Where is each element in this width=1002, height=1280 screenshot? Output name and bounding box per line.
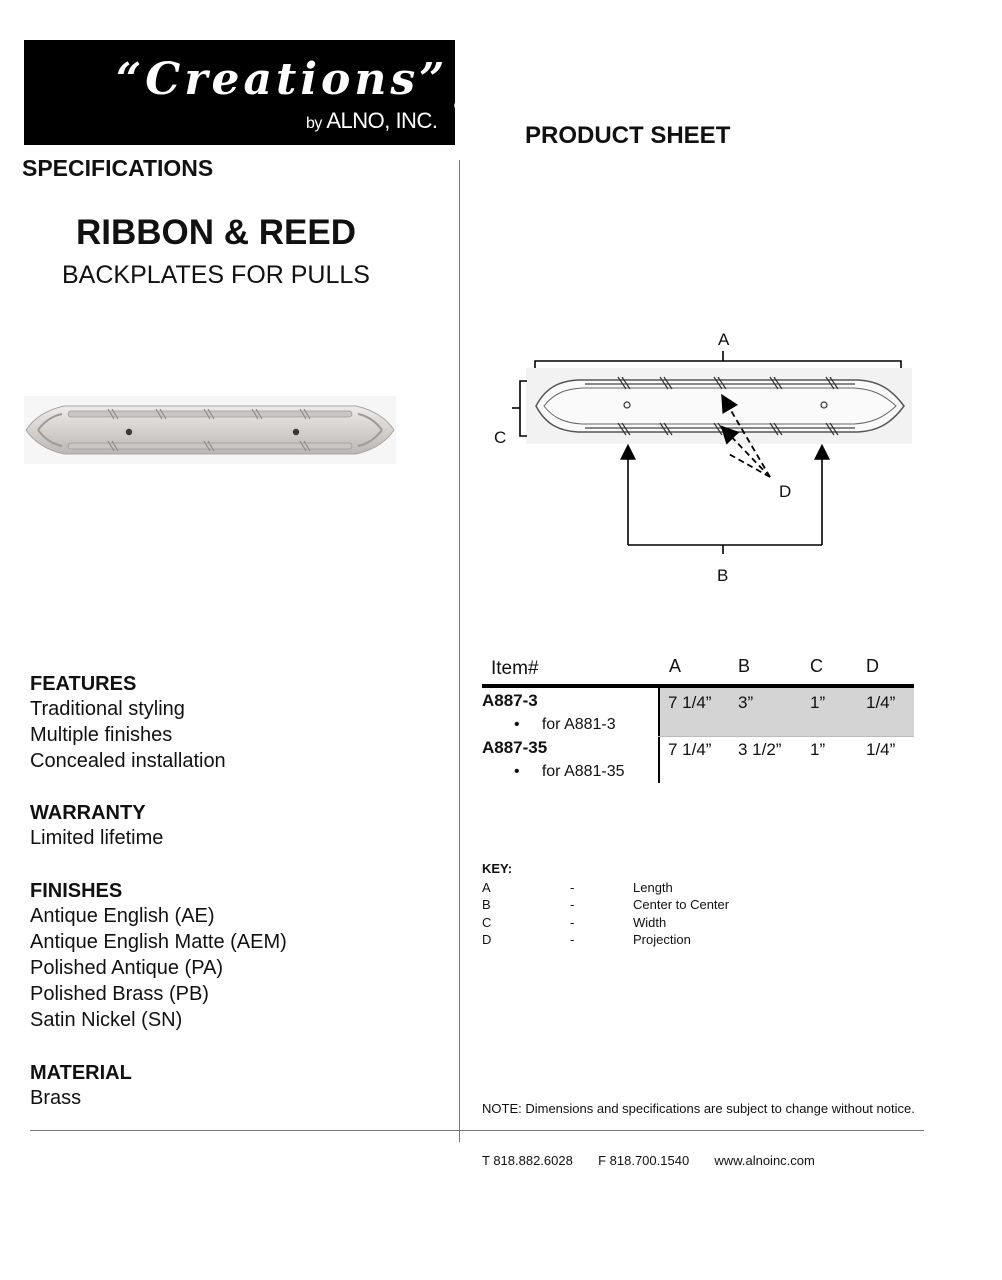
finishes-item: Polished Antique (PA) [30, 957, 224, 979]
footer-divider [30, 1130, 924, 1131]
key-letter: C [482, 914, 492, 930]
table-row-sub: • for A881-35 [514, 763, 625, 780]
key-dash: - [570, 880, 575, 895]
material-heading: MATERIAL [30, 1062, 132, 1084]
product-sheet-heading: PRODUCT SHEET [525, 122, 731, 149]
disclaimer-note: NOTE: Dimensions and specifications are subject to change without notice. [482, 1101, 915, 1116]
table-row-rule [658, 736, 914, 737]
footer-website[interactable]: www.alnoinc.com [714, 1153, 815, 1168]
key-desc: Projection [633, 931, 691, 947]
key-letter: D [482, 931, 492, 947]
table-cell-b: 3” [738, 693, 754, 712]
logo-company-name: ALNO, INC. [326, 108, 438, 133]
finishes-section [30, 880, 430, 1033]
logo-company [306, 108, 437, 134]
key-letter: A [482, 880, 491, 895]
material-item: Brass [30, 1087, 82, 1109]
logo-script-text: “Creations” [116, 54, 449, 105]
finishes-item: Polished Brass (PB) [30, 983, 209, 1005]
table-cell-a: 7 1/4” [668, 693, 712, 712]
brand-logo [24, 40, 464, 145]
table-row-item: A887-3 [482, 691, 538, 710]
features-item: Traditional styling [30, 698, 185, 720]
table-row-sub-text: for A881-3 [541, 716, 616, 733]
dimension-lines [490, 325, 930, 595]
table-row-sub-text: for A881-35 [541, 763, 625, 780]
product-name: RIBBON & REED [75, 213, 357, 252]
dimension-diagram [490, 325, 930, 595]
finishes-heading: FINISHES [30, 880, 123, 902]
key-dash: - [570, 931, 575, 947]
table-header-item: Item# [491, 658, 539, 679]
diagram-label-c: C [494, 428, 507, 447]
key-title: KEY: [482, 861, 513, 876]
table-header-b: B [738, 656, 751, 676]
diagram-label-d: D [779, 482, 792, 501]
warranty-section [30, 802, 430, 851]
key-row [482, 931, 782, 948]
key-dash: - [570, 897, 575, 913]
features-item: Concealed installation [30, 750, 226, 772]
finishes-item: Antique English Matte (AEM) [30, 931, 287, 953]
warranty-item: Limited lifetime [30, 827, 164, 849]
table-cell-d: 1/4” [866, 740, 896, 759]
footer-contact [482, 1153, 815, 1168]
table-cell-c: 1” [810, 740, 826, 759]
specifications-heading: SPECIFICATIONS [22, 155, 214, 181]
table-header-c: C [810, 656, 823, 676]
key-row [482, 879, 782, 896]
product-subtitle: BACKPLATES FOR PULLS [62, 261, 370, 289]
table-row-item: A887-35 [482, 738, 548, 757]
column-divider [459, 160, 460, 1142]
key-dash: - [570, 914, 575, 930]
features-item: Multiple finishes [30, 724, 173, 746]
backplate-image [24, 396, 396, 464]
table-header-d: D [866, 656, 879, 676]
warranty-heading: WARRANTY [30, 802, 146, 824]
diagram-label-b: B [717, 566, 729, 585]
key-letter: B [482, 897, 491, 913]
key-desc: Center to Center [633, 897, 730, 913]
logo-by: by [306, 115, 322, 132]
key-list [482, 879, 782, 948]
key-row [482, 914, 782, 931]
table-header-a: A [669, 656, 682, 676]
key-desc: Length [633, 880, 673, 895]
features-heading: FEATURES [30, 673, 137, 695]
finishes-item: Antique English (AE) [30, 905, 215, 927]
material-section [30, 1062, 430, 1111]
key-row [482, 896, 782, 913]
table-cell-d: 1/4” [866, 693, 896, 712]
footer-phone: T 818.882.6028 [482, 1153, 573, 1168]
table-cell-a: 7 1/4” [668, 740, 712, 759]
dimensions-table [482, 656, 917, 786]
table-row-sub: • for A881-3 [514, 716, 616, 733]
table-cell-c: 1” [810, 693, 826, 712]
features-section [30, 673, 430, 774]
finishes-item: Satin Nickel (SN) [30, 1009, 183, 1031]
table-cell-b: 3 1/2” [738, 740, 782, 759]
registered-mark: ® [454, 98, 464, 113]
footer-fax: F 818.700.1540 [598, 1153, 690, 1168]
diagram-label-a: A [718, 330, 730, 349]
product-photo [24, 396, 396, 464]
key-desc: Width [633, 914, 667, 930]
